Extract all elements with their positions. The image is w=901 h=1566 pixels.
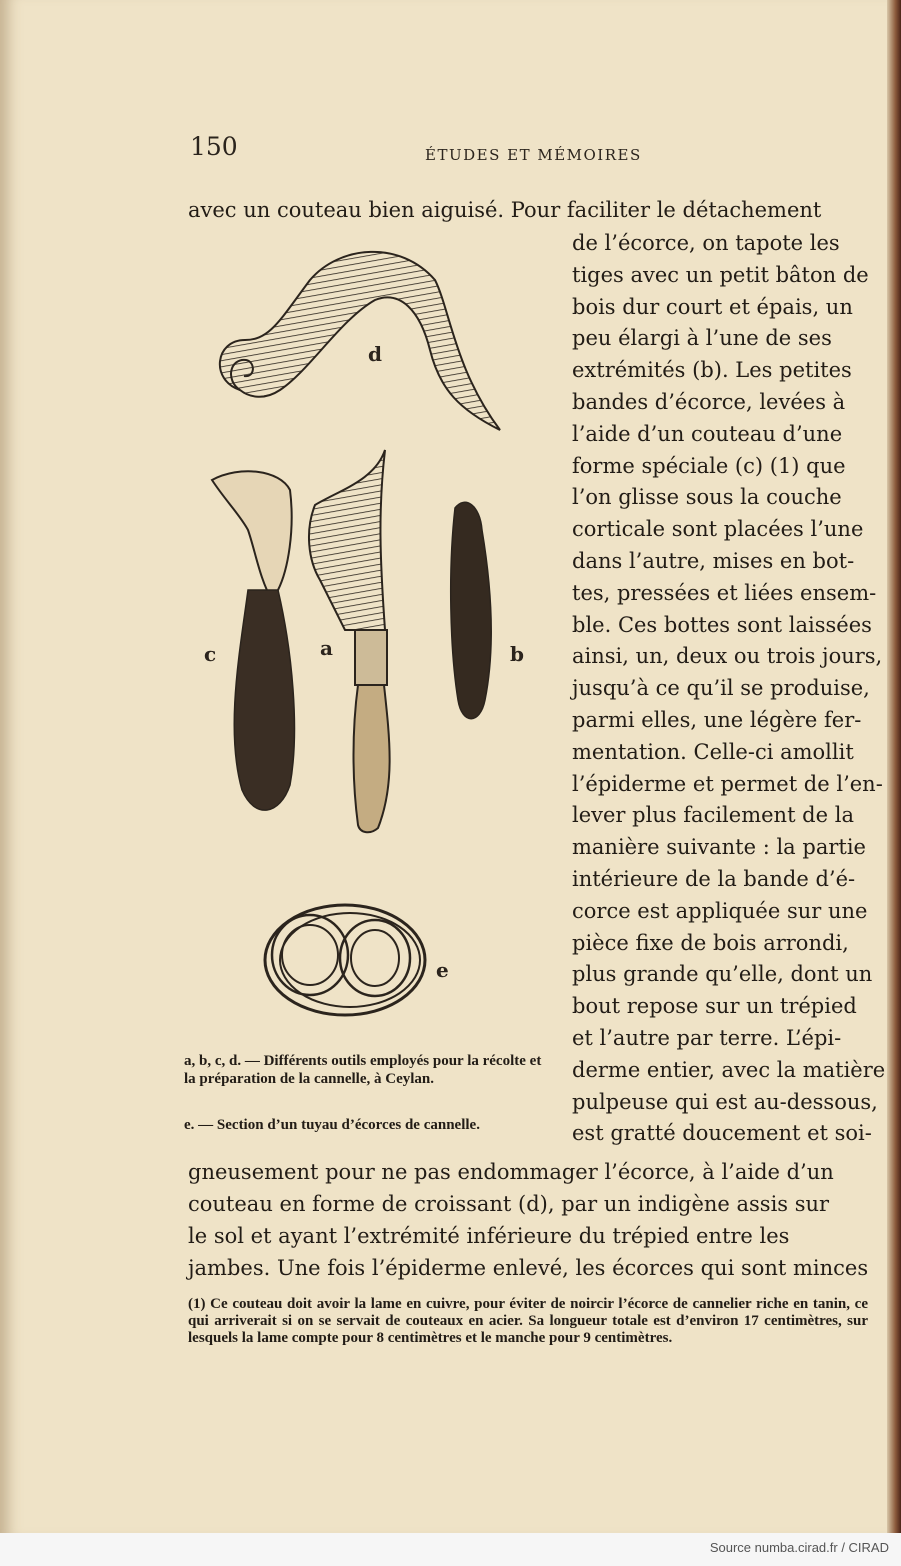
crescent-knife-d [220, 252, 500, 430]
knife-c [212, 471, 294, 810]
body-line: l’on glisse sous la couche [572, 485, 842, 510]
figure-caption-tools: a, b, c, d. — Différents outils employés pour la récolte et la préparation de la cannelle, à Ceylan. [184, 1053, 542, 1087]
page-header [190, 132, 880, 172]
label-a: a [320, 636, 333, 660]
label-b: b [510, 642, 524, 666]
page-number: 150 [190, 132, 238, 161]
figure-caption-section: e. — Section d’un tuyau d’écorces de cannelle. [184, 1117, 480, 1133]
body-line: pièce fixe de bois arrondi, [572, 930, 849, 955]
body-line: bandes d’écorce, levées à [572, 390, 846, 414]
body-line: jusqu’à ce qu’il se produise, [572, 676, 870, 701]
body-line: plus grande qu’elle, dont un [572, 962, 873, 987]
body-line: forme spéciale (c) (1) que [572, 453, 846, 478]
tools-illustration [200, 230, 540, 1030]
body-line: pulpeuse qui est au-dessous, [572, 1089, 878, 1114]
body-line: parmi elles, une légère fer- [572, 708, 862, 732]
body-line: manière suivante : la partie [572, 835, 866, 860]
body-line: dans l’autre, mises en bot- [572, 549, 855, 573]
body-line: gneusement pour ne pas endommager l’écorce, à l’aide d’un [188, 1160, 834, 1184]
body-line: bois dur court et épais, un [572, 294, 853, 319]
body-line: corticale sont placées l’une [572, 517, 864, 542]
body-line: ble. Ces bottes sont laissées [572, 612, 872, 637]
body-line: intérieure de la bande d’é- [572, 867, 856, 891]
body-line: tes, pressées et liées ensem- [572, 580, 877, 605]
body-line: ainsi, un, deux ou trois jours, [572, 644, 883, 669]
body-line-top: avec un couteau bien aiguisé. Pour faciliter le détachement [188, 198, 822, 222]
body-line: corce est appliquée sur une [572, 898, 868, 923]
body-line: peu élargi à l’une de ses [572, 326, 832, 351]
body-line: le sol et ayant l’extrémité inférieure du trépied entre les [188, 1224, 790, 1248]
source-credit: Source numba.cirad.fr / CIRAD [709, 1540, 889, 1555]
body-line: l’épiderme et permet de l’en- [572, 771, 883, 796]
body-line: et l’autre par terre. L’épi- [572, 1026, 842, 1050]
body-line: de l’écorce, on tapote les [572, 231, 840, 255]
body-line: est gratté doucement et soi- [572, 1121, 872, 1146]
body-line: couteau en forme de croissant (d), par un indigène assis sur [188, 1192, 830, 1216]
body-line: extrémités (b). Les petites [572, 358, 852, 383]
label-e: e [436, 958, 449, 982]
body-line: mentation. Celle-ci amollit [572, 739, 854, 764]
body-line: tiges avec un petit bâton de [572, 262, 869, 287]
running-head: ÉTUDES ET MÉMOIRES [425, 146, 642, 164]
body-line: bout repose sur un trépied [572, 994, 857, 1019]
body-line: l’aide d’un couteau d’une [572, 421, 843, 446]
label-d: d [368, 342, 382, 366]
stick-b [451, 502, 491, 718]
bark-section-e [265, 905, 425, 1015]
book-edge [887, 0, 901, 1533]
body-line: lever plus facilement de la [572, 803, 854, 828]
body-line: derme entier, avec la matière [572, 1057, 886, 1082]
footnote: (1) Ce couteau doit avoir la lame en cuivre, pour éviter de noircir l’écorce de cannelier riche en tanin, ce qui arriverait si on se servait de couteaux en acier. Sa longueur totale est d’environ 17 centimètres, sur lesquels la lame compte pour 8 centimètres et le manche pour 9 centimètres. [188, 1296, 868, 1346]
body-line: jambes. Une fois l’épiderme enlevé, les écorces qui sont minces [188, 1256, 869, 1280]
label-c: c [204, 642, 217, 666]
